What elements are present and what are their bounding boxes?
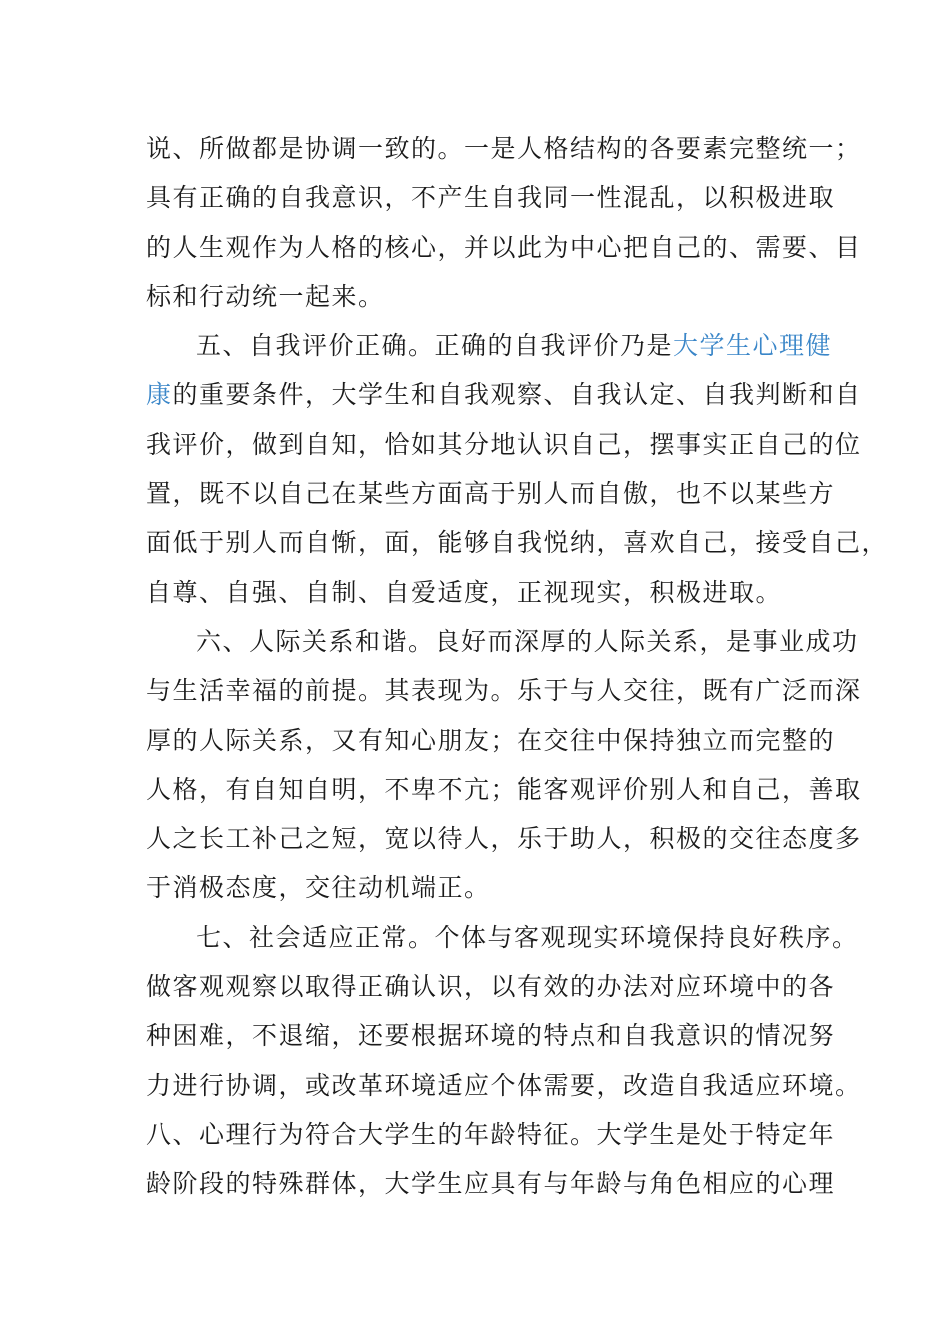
- text-line: 龄阶段的特殊群体，大学生应具有与年龄与角色相应的心理: [146, 1169, 836, 1199]
- text-line: 自尊、自强、自制、自爱适度，正视现实，积极进取。: [146, 577, 783, 607]
- text-line: 厚的人际关系，又有知心朋友；在交往中保持独立而完整的: [146, 725, 836, 755]
- paragraph-six-heading-line: 六、人际关系和谐。良好而深厚的人际关系，是事业成功: [196, 626, 859, 656]
- text-line: 面低于别人而自惭，面，能够自我悦纳，喜欢自己，接受自己，: [146, 528, 889, 558]
- text-line: 置，既不以自己在某些方面高于别人而自傲，也不以某些方: [146, 479, 836, 509]
- paragraph-eight-heading-line: 八、心理行为符合大学生的年龄特征。大学生是处于特定年: [146, 1119, 836, 1149]
- text-line: 具有正确的自我意识，不产生自我同一性混乱，以积极进取: [146, 183, 836, 213]
- text-line: 与生活幸福的前提。其表现为。乐于与人交往，既有广泛而深: [146, 676, 862, 706]
- text-line: 说、所做都是协调一致的。一是人格结构的各要素完整统一；: [146, 134, 862, 163]
- text-line: 标和行动统一起来。: [146, 281, 385, 311]
- mental-health-link[interactable]: 大学生心理健: [673, 331, 833, 361]
- text-line: 种困难，不退缩，还要根据环境的特点和自我意识的情况努: [146, 1021, 836, 1051]
- body-text: [146, 124, 889, 1209]
- text-segment: 五、自我评价正确。正确的自我评价乃是: [196, 331, 674, 361]
- text-line: 人之长工补己之短，宽以待人，乐于助人，积极的交往态度多: [146, 824, 862, 854]
- paragraph-five-heading-line: [146, 321, 833, 370]
- text-line: 于消极态度，交往动机端正。: [146, 873, 491, 903]
- text-line: 人格，有自知自明，不卑不亢；能客观评价别人和自己，善取: [146, 774, 862, 804]
- paragraph-seven-heading-line: 七、社会适应正常。个体与客观现实环境保持良好秩序。: [196, 922, 859, 952]
- text-line: 我评价，做到自知，恰如其分地认识自己，摆事实正自己的位: [146, 429, 862, 459]
- text-segment: 的重要条件，大学生和自我观察、自我认定、自我判断和自: [172, 380, 862, 410]
- mental-health-link-continued[interactable]: 康: [146, 380, 173, 410]
- text-line: [146, 370, 862, 419]
- text-line: 的人生观作为人格的核心，并以此为中心把自己的、需要、目: [146, 232, 862, 262]
- text-line: 做客观观察以取得正确认识，以有效的办法对应环境中的各: [146, 972, 836, 1002]
- text-line: 力进行协调，或改革环境适应个体需要，改造自我适应环境。: [146, 1070, 862, 1100]
